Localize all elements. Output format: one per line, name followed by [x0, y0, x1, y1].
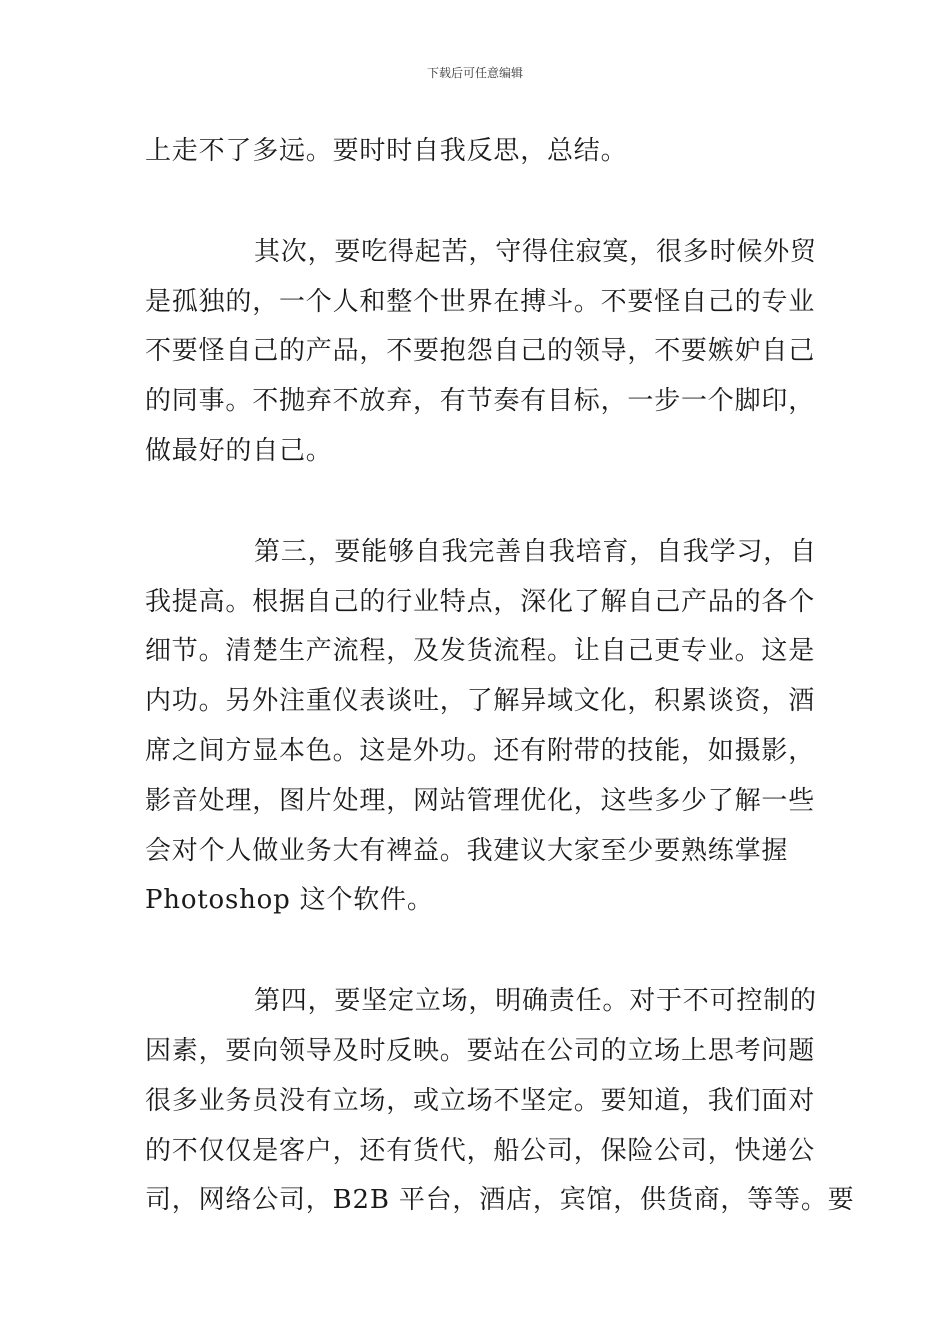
text-line: 因素，要向领导及时反映。要站在公司的立场上思考问题: [145, 1035, 816, 1066]
text-line: 不要怪自己的产品，不要抱怨自己的领导，不要嫉妒自己: [145, 336, 816, 367]
text-line: 其次，要吃得起苦，守得住寂寞，很多时候外贸: [254, 236, 817, 267]
page-header: 下载后可任意编辑: [426, 66, 523, 80]
paragraph-gap: [145, 477, 810, 528]
text-line: 是孤独的，一个人和整个世界在搏斗。不要怪自己的专业: [145, 286, 816, 317]
paragraph-continuation: [145, 127, 810, 177]
text-line: 很多业务员没有立场，或立场不坚定。要知道，我们面对: [145, 1085, 816, 1116]
paragraph-fourth: [145, 977, 855, 1226]
text-line: 第四，要坚定立场，明确责任。对于不可控制的: [254, 986, 817, 1017]
text-line: 上走不了多远。要时时自我反思，总结。: [145, 136, 628, 166]
document-body: [145, 127, 855, 1226]
text-line: 做最好的自己。: [145, 435, 333, 466]
text-line: 我提高。根据自己的行业特点，深化了解自己产品的各个: [145, 586, 816, 617]
paragraph-second: [145, 228, 817, 477]
text-line: 内功。另外注重仪表谈吐，了解异域文化，积累谈资，酒: [145, 686, 816, 717]
paragraph-third: [145, 528, 817, 926]
text-line: Photoshop 这个软件。: [145, 885, 434, 916]
paragraph-gap: [145, 926, 810, 977]
paragraph-gap: [145, 177, 810, 228]
text-line: 的同事。不抛弃不放弃，有节奏有目标，一步一个脚印，: [145, 386, 816, 417]
text-line: 的不仅仅是客户，还有货代，船公司，保险公司，快递公: [145, 1135, 816, 1166]
text-line: 会对个人做业务大有裨益。我建议大家至少要熟练掌握: [145, 835, 789, 866]
text-line: 席之间方显本色。这是外功。还有附带的技能，如摄影，: [145, 735, 816, 766]
text-line: 影音处理，图片处理，网站管理优化，这些多少了解一些: [145, 785, 816, 816]
text-line: 第三，要能够自我完善自我培育，自我学习，自: [254, 536, 817, 567]
text-line: 细节。清楚生产流程，及发货流程。让自己更专业。这是: [145, 636, 816, 667]
text-line: 司，网络公司，B2B 平台，酒店，宾馆，供货商，等等。要: [145, 1185, 855, 1216]
